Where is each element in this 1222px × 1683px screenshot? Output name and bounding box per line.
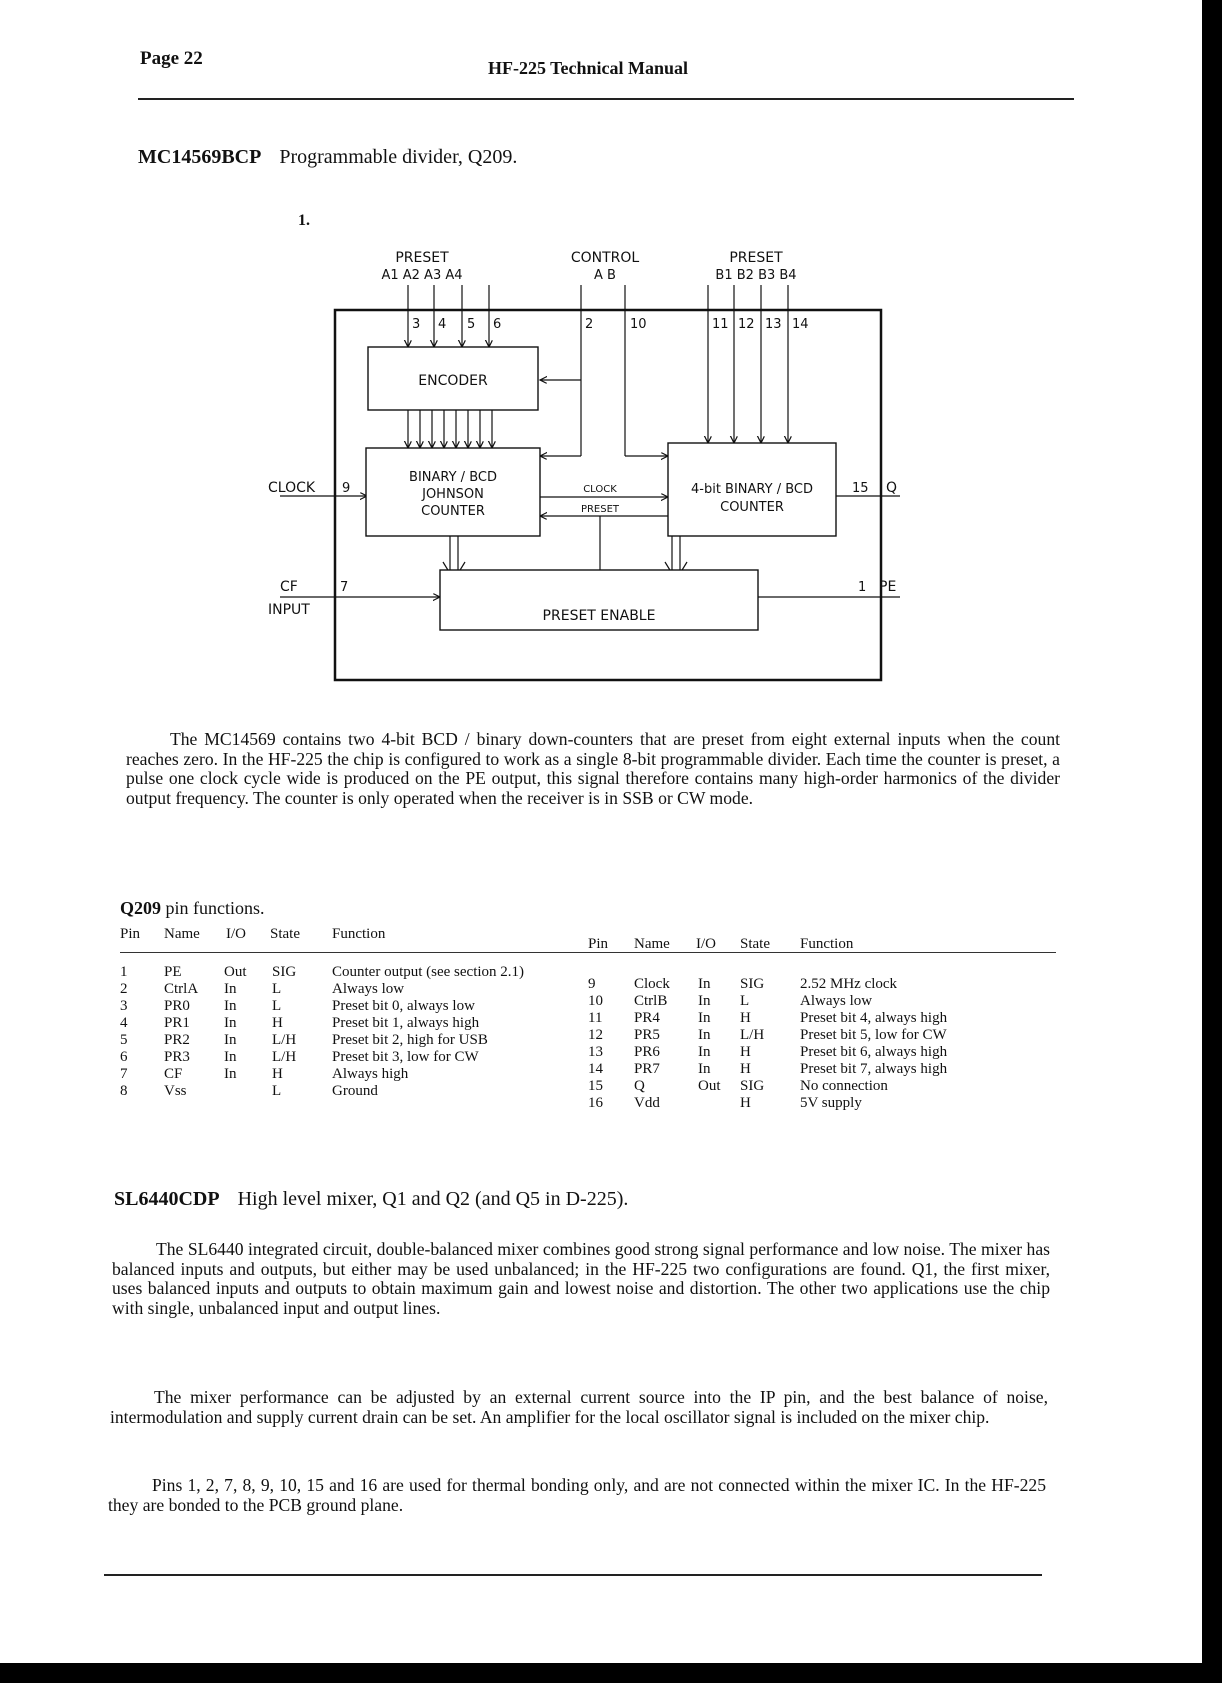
pin-cell: 11 (588, 1010, 603, 1026)
clock-pin-num: 9 (342, 481, 351, 496)
io-cell: Out (224, 964, 247, 980)
state-cell: SIG (740, 1078, 765, 1094)
state-cell: H (272, 1015, 283, 1031)
function-cell: Preset bit 5, low for CW (800, 1027, 947, 1043)
state-cell: H (740, 1010, 751, 1026)
header-io-right: I/O (696, 936, 716, 952)
pin-cell: 6 (120, 1049, 128, 1065)
pin-cell: 1 (120, 964, 128, 980)
name-cell: Vdd (634, 1095, 660, 1111)
state-cell: L/H (272, 1049, 297, 1065)
name-cell: PE (164, 964, 182, 980)
q-output-label: Q (886, 480, 898, 496)
control-pins: A B (594, 268, 616, 283)
pin-cell: 7 (120, 1066, 128, 1082)
pin-num-12: 12 (738, 317, 755, 332)
preset-b-pins: B1 B2 B3 B4 (715, 268, 797, 283)
stray-mark: 1. (298, 212, 310, 229)
pin-cell: 2 (120, 981, 128, 997)
header-pin-left: Pin (120, 926, 141, 942)
part-number: MC14569BCP (138, 146, 262, 168)
state-cell: L (272, 998, 282, 1014)
pin-num-5: 5 (467, 317, 476, 332)
name-cell: PR1 (164, 1015, 190, 1031)
state-cell: L (740, 993, 750, 1009)
pin-function-table (120, 922, 1060, 1132)
preset-enable-label: PRESET ENABLE (542, 608, 656, 624)
io-cell: Out (698, 1078, 721, 1094)
function-cell: Preset bit 3, low for CW (332, 1049, 479, 1065)
state-cell: SIG (740, 976, 765, 992)
mc14569-description (126, 730, 1060, 808)
cf-pin-num: 7 (340, 580, 349, 595)
state-cell: H (272, 1066, 283, 1082)
table-row (588, 1027, 1222, 1045)
mixer-performance-text (110, 1388, 1048, 1427)
pin-num-3: 3 (412, 317, 421, 332)
pin-num-2: 2 (585, 317, 594, 332)
name-cell: PR0 (164, 998, 190, 1014)
name-cell: PR5 (634, 1027, 660, 1043)
block-diagram (260, 240, 920, 690)
preset-b-label: PRESET (729, 250, 783, 266)
part-description: High level mixer, Q1 and Q2 (and Q5 in D-225). (237, 1188, 629, 1210)
pin-cell: 10 (588, 993, 603, 1009)
table-row (588, 976, 1222, 994)
header-rule (138, 98, 1074, 100)
pin-num-14: 14 (792, 317, 809, 332)
state-cell: SIG (272, 964, 297, 980)
footer-rule (104, 1574, 1042, 1576)
pe-pin-num: 1 (858, 580, 867, 595)
pin-cell: 13 (588, 1044, 603, 1060)
thermal-bonding-text (108, 1476, 1046, 1515)
manual-title: HF-225 Technical Manual (488, 58, 689, 78)
preset-a-label: PRESET (395, 250, 449, 266)
pin-num-10: 10 (630, 317, 647, 332)
table-row (588, 1061, 1222, 1079)
header-io-left: I/O (226, 926, 246, 942)
cf-label: CF (280, 579, 298, 595)
internal-preset-label: PRESET (580, 504, 620, 515)
header-pin-right: Pin (588, 936, 609, 952)
pin-cell: 5 (120, 1032, 128, 1048)
johnson-label-2: JOHNSON (422, 487, 484, 502)
state-cell: H (740, 1044, 751, 1060)
function-cell: Preset bit 7, always high (800, 1061, 948, 1077)
paragraph-text: The mixer performance can be adjusted by an external current source into the IP pin, and the best balance of noise, intermodulation and supply current drain can be set. An amplifier for the local oscillator signal is included on the mixer chip. (110, 1387, 1048, 1427)
paragraph-text: The SL6440 integrated circuit, double-balanced mixer combines good strong signal performance and low noise. The mixer has balanced inputs and outputs, but either may be used unbalanced; in the HF-225 two configurations are found. Q1, the first mixer, uses balanced inputs and outputs to obtain maximum gain and lowest noise and distortion. The other two applications use the chip with single, unbalanced input and output lines. (112, 1239, 1050, 1318)
part-description: Programmable divider, Q209. (279, 146, 518, 168)
section-title-sl6440 (114, 1188, 628, 1211)
header-state-right: State (740, 936, 770, 952)
header-function-right: Function (800, 936, 854, 952)
function-cell: Preset bit 0, always low (332, 998, 475, 1014)
name-cell: PR7 (634, 1061, 660, 1077)
name-cell: Q (634, 1078, 645, 1094)
table-title: Q209 pin functions. (120, 898, 265, 918)
table-row (588, 1044, 1222, 1062)
binary-counter-label-1: 4-bit BINARY / BCD (691, 482, 813, 497)
function-cell: Preset bit 6, always high (800, 1044, 948, 1060)
pe-output-label: PE (879, 579, 897, 595)
header-name-right: Name (634, 936, 670, 952)
table-row (588, 993, 1222, 1011)
state-cell: H (740, 1061, 751, 1077)
state-cell: L/H (740, 1027, 765, 1043)
q-pin-num: 15 (852, 481, 869, 496)
io-cell: In (698, 976, 711, 992)
name-cell: PR6 (634, 1044, 660, 1060)
function-cell: Preset bit 4, always high (800, 1010, 948, 1026)
state-cell: L/H (272, 1032, 297, 1048)
pin-cell: 9 (588, 976, 596, 992)
io-cell: In (224, 981, 237, 997)
io-cell: In (698, 1044, 711, 1060)
name-cell: CtrlB (634, 993, 668, 1009)
function-cell: Counter output (see section 2.1) (332, 964, 525, 980)
sl6440-description (112, 1240, 1050, 1318)
clock-input-label: CLOCK (268, 480, 316, 496)
pin-cell: 15 (588, 1078, 603, 1094)
pin-cell: 8 (120, 1083, 128, 1099)
input-label: INPUT (268, 602, 310, 618)
section-title-mc14569 (138, 146, 517, 169)
function-cell: 5V supply (800, 1095, 862, 1111)
paragraph-text: The MC14569 contains two 4-bit BCD / binary down-counters that are preset from eight external inputs when the count reaches zero. In the HF-225 the chip is configured to work as a single 8-bit programmable divider. Each time the counter is preset, a pulse one clock cycle wide is produced on the PE output, this signal therefore contains many high-order harmonics of the divider output frequency. The counter is only operated when the receiver is in SSB or CW mode. (126, 729, 1060, 808)
part-number: SL6440CDP (114, 1188, 220, 1210)
table-row (588, 1095, 1222, 1113)
pin-num-13: 13 (765, 317, 782, 332)
preset-a-pins: A1 A2 A3 A4 (381, 268, 463, 283)
function-cell: Ground (332, 1083, 378, 1099)
name-cell: Clock (634, 976, 670, 992)
header-function-left: Function (332, 926, 386, 942)
io-cell: In (698, 1027, 711, 1043)
pin-cell: 16 (588, 1095, 603, 1111)
state-cell: L (272, 1083, 282, 1099)
table-row (588, 1078, 1222, 1096)
header-name-left: Name (164, 926, 200, 942)
binary-counter-label-2: COUNTER (720, 500, 784, 515)
io-cell: In (224, 1049, 237, 1065)
encoder-label: ENCODER (418, 373, 488, 389)
io-cell: In (224, 1032, 237, 1048)
name-cell: PR3 (164, 1049, 190, 1065)
function-cell: Always low (800, 993, 873, 1009)
io-cell: In (698, 993, 711, 1009)
state-cell: H (740, 1095, 751, 1111)
function-cell: 2.52 MHz clock (800, 976, 898, 992)
state-cell: L (272, 981, 282, 997)
io-cell: In (224, 998, 237, 1014)
function-cell: Preset bit 2, high for USB (332, 1032, 488, 1048)
table-row (588, 1010, 1222, 1028)
pin-num-11: 11 (712, 317, 729, 332)
io-cell: In (224, 1015, 237, 1031)
pin-cell: 4 (120, 1015, 128, 1031)
name-cell: CF (164, 1066, 183, 1082)
io-cell: In (698, 1061, 711, 1077)
pin-cell: 3 (120, 998, 128, 1014)
pin-cell: 14 (588, 1061, 603, 1077)
internal-clock-label: CLOCK (583, 484, 617, 495)
johnson-label-3: COUNTER (421, 504, 485, 519)
name-cell: Vss (164, 1083, 187, 1099)
name-cell: PR2 (164, 1032, 190, 1048)
io-cell: In (698, 1010, 711, 1026)
pin-num-4: 4 (438, 317, 447, 332)
table-header-rule (120, 952, 1056, 953)
name-cell: PR4 (634, 1010, 660, 1026)
pin-cell: 12 (588, 1027, 603, 1043)
page-number: Page 22 (140, 48, 203, 69)
header-state-left: State (270, 926, 300, 942)
paragraph-text: Pins 1, 2, 7, 8, 9, 10, 15 and 16 are used for thermal bonding only, and are not connected within the mixer IC. In the HF-225 they are bonded to the PCB ground plane. (108, 1475, 1046, 1515)
control-label: CONTROL (570, 250, 640, 266)
johnson-label-1: BINARY / BCD (409, 470, 497, 485)
function-cell: Always high (332, 1066, 409, 1082)
function-cell: No connection (800, 1078, 888, 1094)
function-cell: Preset bit 1, always high (332, 1015, 480, 1031)
pin-num-6: 6 (493, 317, 502, 332)
name-cell: CtrlA (164, 981, 199, 997)
function-cell: Always low (332, 981, 405, 997)
io-cell: In (224, 1066, 237, 1082)
